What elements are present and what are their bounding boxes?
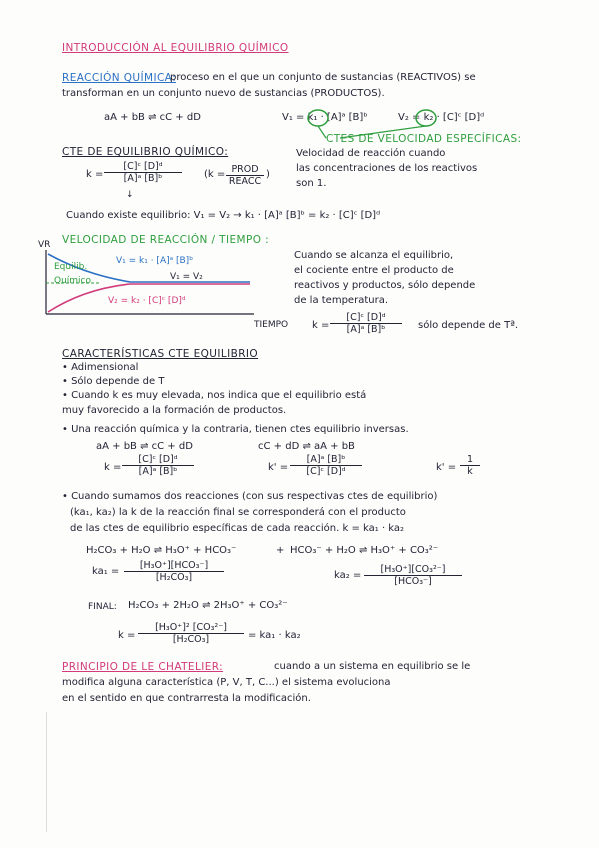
general-equation: aA + bB ⇌ cC + dD (104, 112, 201, 123)
graph-equal-label: V₁ = V₂ (170, 272, 203, 282)
reaccion-text-1: proceso en el que un conjunto de sustancias (REACTIVOS) se (170, 72, 476, 83)
k-alt-fraction (226, 164, 264, 188)
graph-note-3: reactivos y productos, sólo depende (294, 280, 476, 291)
equilibrio-condition: Cuando existe equilibrio: V₁ = V₂ → k₁ · [A]ᵃ [B]ᵇ = k₂ · [C]ᶜ [D]ᵈ (66, 210, 381, 221)
k-alt-close: ) (266, 169, 270, 180)
sumamos-text-1: • Cuando sumamos dos reacciones (con sus respectivas ctes de equilibrio) (62, 491, 438, 502)
inverse-k2-numerator: [A]ᵃ [B]ᵇ (290, 454, 362, 466)
final-equation: H₂CO₃ + 2H₂O ⇌ 2H₃O⁺ + CO₃²⁻ (128, 600, 288, 611)
ka1-fraction (124, 560, 224, 584)
inverse-k2-fraction (290, 454, 362, 478)
caracteristica-item: • Cuando k es muy elevada, nos indica que el equilibrio está (62, 390, 367, 401)
graph-note-k-numerator: [C]ᶜ [D]ᵈ (330, 312, 402, 324)
acid-plus: + (276, 545, 285, 556)
inverse-k1-fraction (122, 454, 194, 478)
k-alt-lhs: (k = (204, 169, 226, 180)
k-eq-lhs: k = (86, 169, 104, 180)
graph-note-1: Cuando se alcanza el equilibrio, (294, 250, 454, 261)
inverse-k1-numerator: [C]ᶜ [D]ᵈ (122, 454, 194, 466)
k-eq-fraction (104, 161, 182, 185)
inverse-k3-fraction (460, 454, 480, 478)
acid-eq-1: H₂CO₃ + H₂O ⇌ H₃O⁺ + HCO₃⁻ (86, 545, 237, 556)
rate-v1: V₁ = k₁ · [A]ᵃ [B]ᵇ (282, 112, 368, 123)
ka2-lhs: ka₂ = (334, 570, 362, 581)
rate-v2: V₂ = k₂ · [C]ᶜ [D]ᵈ (398, 112, 485, 123)
bleed-through-text (478, 40, 598, 58)
page-title: INTRODUCCIÓN AL EQUILIBRIO QUÍMICO (62, 42, 289, 54)
graph-curve1-label: V₁ = k₁ · [A]ᵃ [B]ᵇ (116, 256, 194, 266)
ka1-lhs: ka₁ = (92, 566, 120, 577)
graph-note-k-denominator: [A]ᵃ [B]ᵇ (346, 324, 386, 336)
chatelier-label: PRINCIPIO DE LE CHATELIER: (62, 661, 224, 673)
ctes-label: CTES DE VELOCIDAD ESPECÍFICAS: (326, 133, 522, 145)
inverse-k3-numerator: 1 (460, 454, 480, 466)
inverse-eq-1: aA + bB ⇌ cC + dD (96, 441, 193, 452)
caracteristica-item: • Sólo depende de T (62, 376, 165, 387)
down-arrow-icon: ↓ (126, 190, 134, 200)
graph-curve2-label: V₂ = k₂ · [C]ᶜ [D]ᵈ (108, 296, 186, 306)
inverse-k3-denominator: k (467, 466, 473, 478)
final-label: FINAL: (88, 602, 117, 612)
sumamos-text-2: (ka₁, ka₂) la k de la reacción final se corresponderá con el producto (70, 507, 406, 518)
caracteristica-item: • Adimensional (62, 362, 139, 373)
chatelier-text-1: cuando a un sistema en equilibrio se le (274, 661, 471, 672)
inverse-k1-lhs: k = (104, 462, 122, 473)
ctes-text-3: son 1. (296, 178, 327, 189)
inverse-k3-lhs: k' = (436, 462, 457, 473)
graph-eq-label-1: Equilib. (54, 262, 88, 272)
graph-title: VELOCIDAD DE REACCIÓN / TIEMPO : (62, 234, 270, 246)
graph-x-label: TIEMPO (254, 320, 289, 330)
graph-note-k-text: sólo depende de Tª. (418, 320, 519, 331)
ka2-numerator: [H₃O⁺][CO₃²⁻] (364, 564, 462, 576)
reaccion-label: REACCIÓN QUÍMICA: (62, 72, 177, 84)
k-alt-numerator: PROD (226, 164, 264, 176)
margin-line (46, 712, 47, 832)
k-alt-denominator: REACC (228, 176, 262, 188)
reaccion-text-2: transforman en un conjunto nuevo de sustancias (PRODUCTOS). (62, 88, 385, 99)
inverse-k2-lhs: k' = (268, 462, 289, 473)
k-eq-label: CTE DE EQUILIBRIO QUÍMICO: (62, 146, 229, 158)
kf-rhs: = ka₁ · ka₂ (248, 630, 301, 641)
graph-y-label: VR (38, 240, 51, 250)
k-eq-numerator: [C]ᶜ [D]ᵈ (104, 161, 182, 173)
kf-denominator: [H₂CO₃] (172, 634, 210, 646)
graph-eq-label-2: Químico (54, 276, 92, 286)
ctes-text-2: las concentraciones de los reactivos (296, 163, 478, 174)
k-eq-denominator: [A]ᵃ [B]ᵇ (123, 173, 163, 185)
k2-circle (416, 110, 436, 126)
kf-lhs: k = (118, 630, 136, 641)
caracteristica-item: • Una reacción química y la contraria, tienen ctes equilibrio inversas. (62, 424, 409, 435)
graph-note-2: el cociente entre el producto de (294, 265, 454, 276)
inverse-k2-denominator: [C]ᶜ [D]ᵈ (306, 466, 346, 478)
ctes-text-1: Velocidad de reacción cuando (296, 148, 446, 159)
caracteristica-item: muy favorecido a la formación de productos. (62, 405, 287, 416)
chatelier-text-2: modifica alguna característica (P, V, T, C...) el sistema evoluciona (62, 677, 391, 688)
chatelier-text-3: en el sentido en que contrarresta la modificación. (62, 693, 311, 704)
ka2-fraction (364, 564, 462, 588)
kf-fraction (138, 622, 244, 646)
ka1-denominator: [H₂CO₃] (155, 572, 193, 584)
graph-note-4: de la temperatura. (294, 295, 388, 306)
graph-note-k-fraction (330, 312, 402, 336)
graph-note-k-lhs: k = (312, 320, 330, 331)
acid-eq-2: HCO₃⁻ + H₂O ⇌ H₃O⁺ + CO₃²⁻ (290, 545, 439, 556)
inverse-eq-2: cC + dD ⇌ aA + bB (258, 441, 355, 452)
sumamos-text-3: de las ctes de equilibrio específicas de cada reacción. k = ka₁ · ka₂ (70, 523, 405, 534)
k1-circle (308, 110, 328, 126)
ka1-numerator: [H₃O⁺][HCO₃⁻] (124, 560, 224, 572)
inverse-k1-denominator: [A]ᵃ [B]ᵇ (138, 466, 178, 478)
k1-arrow (318, 126, 326, 138)
ka2-denominator: [HCO₃⁻] (394, 576, 432, 588)
caracteristicas-label: CARACTERÍSTICAS CTE EQUILIBRIO (62, 348, 259, 360)
kf-numerator: [H₃O⁺]² [CO₃²⁻] (138, 622, 244, 634)
